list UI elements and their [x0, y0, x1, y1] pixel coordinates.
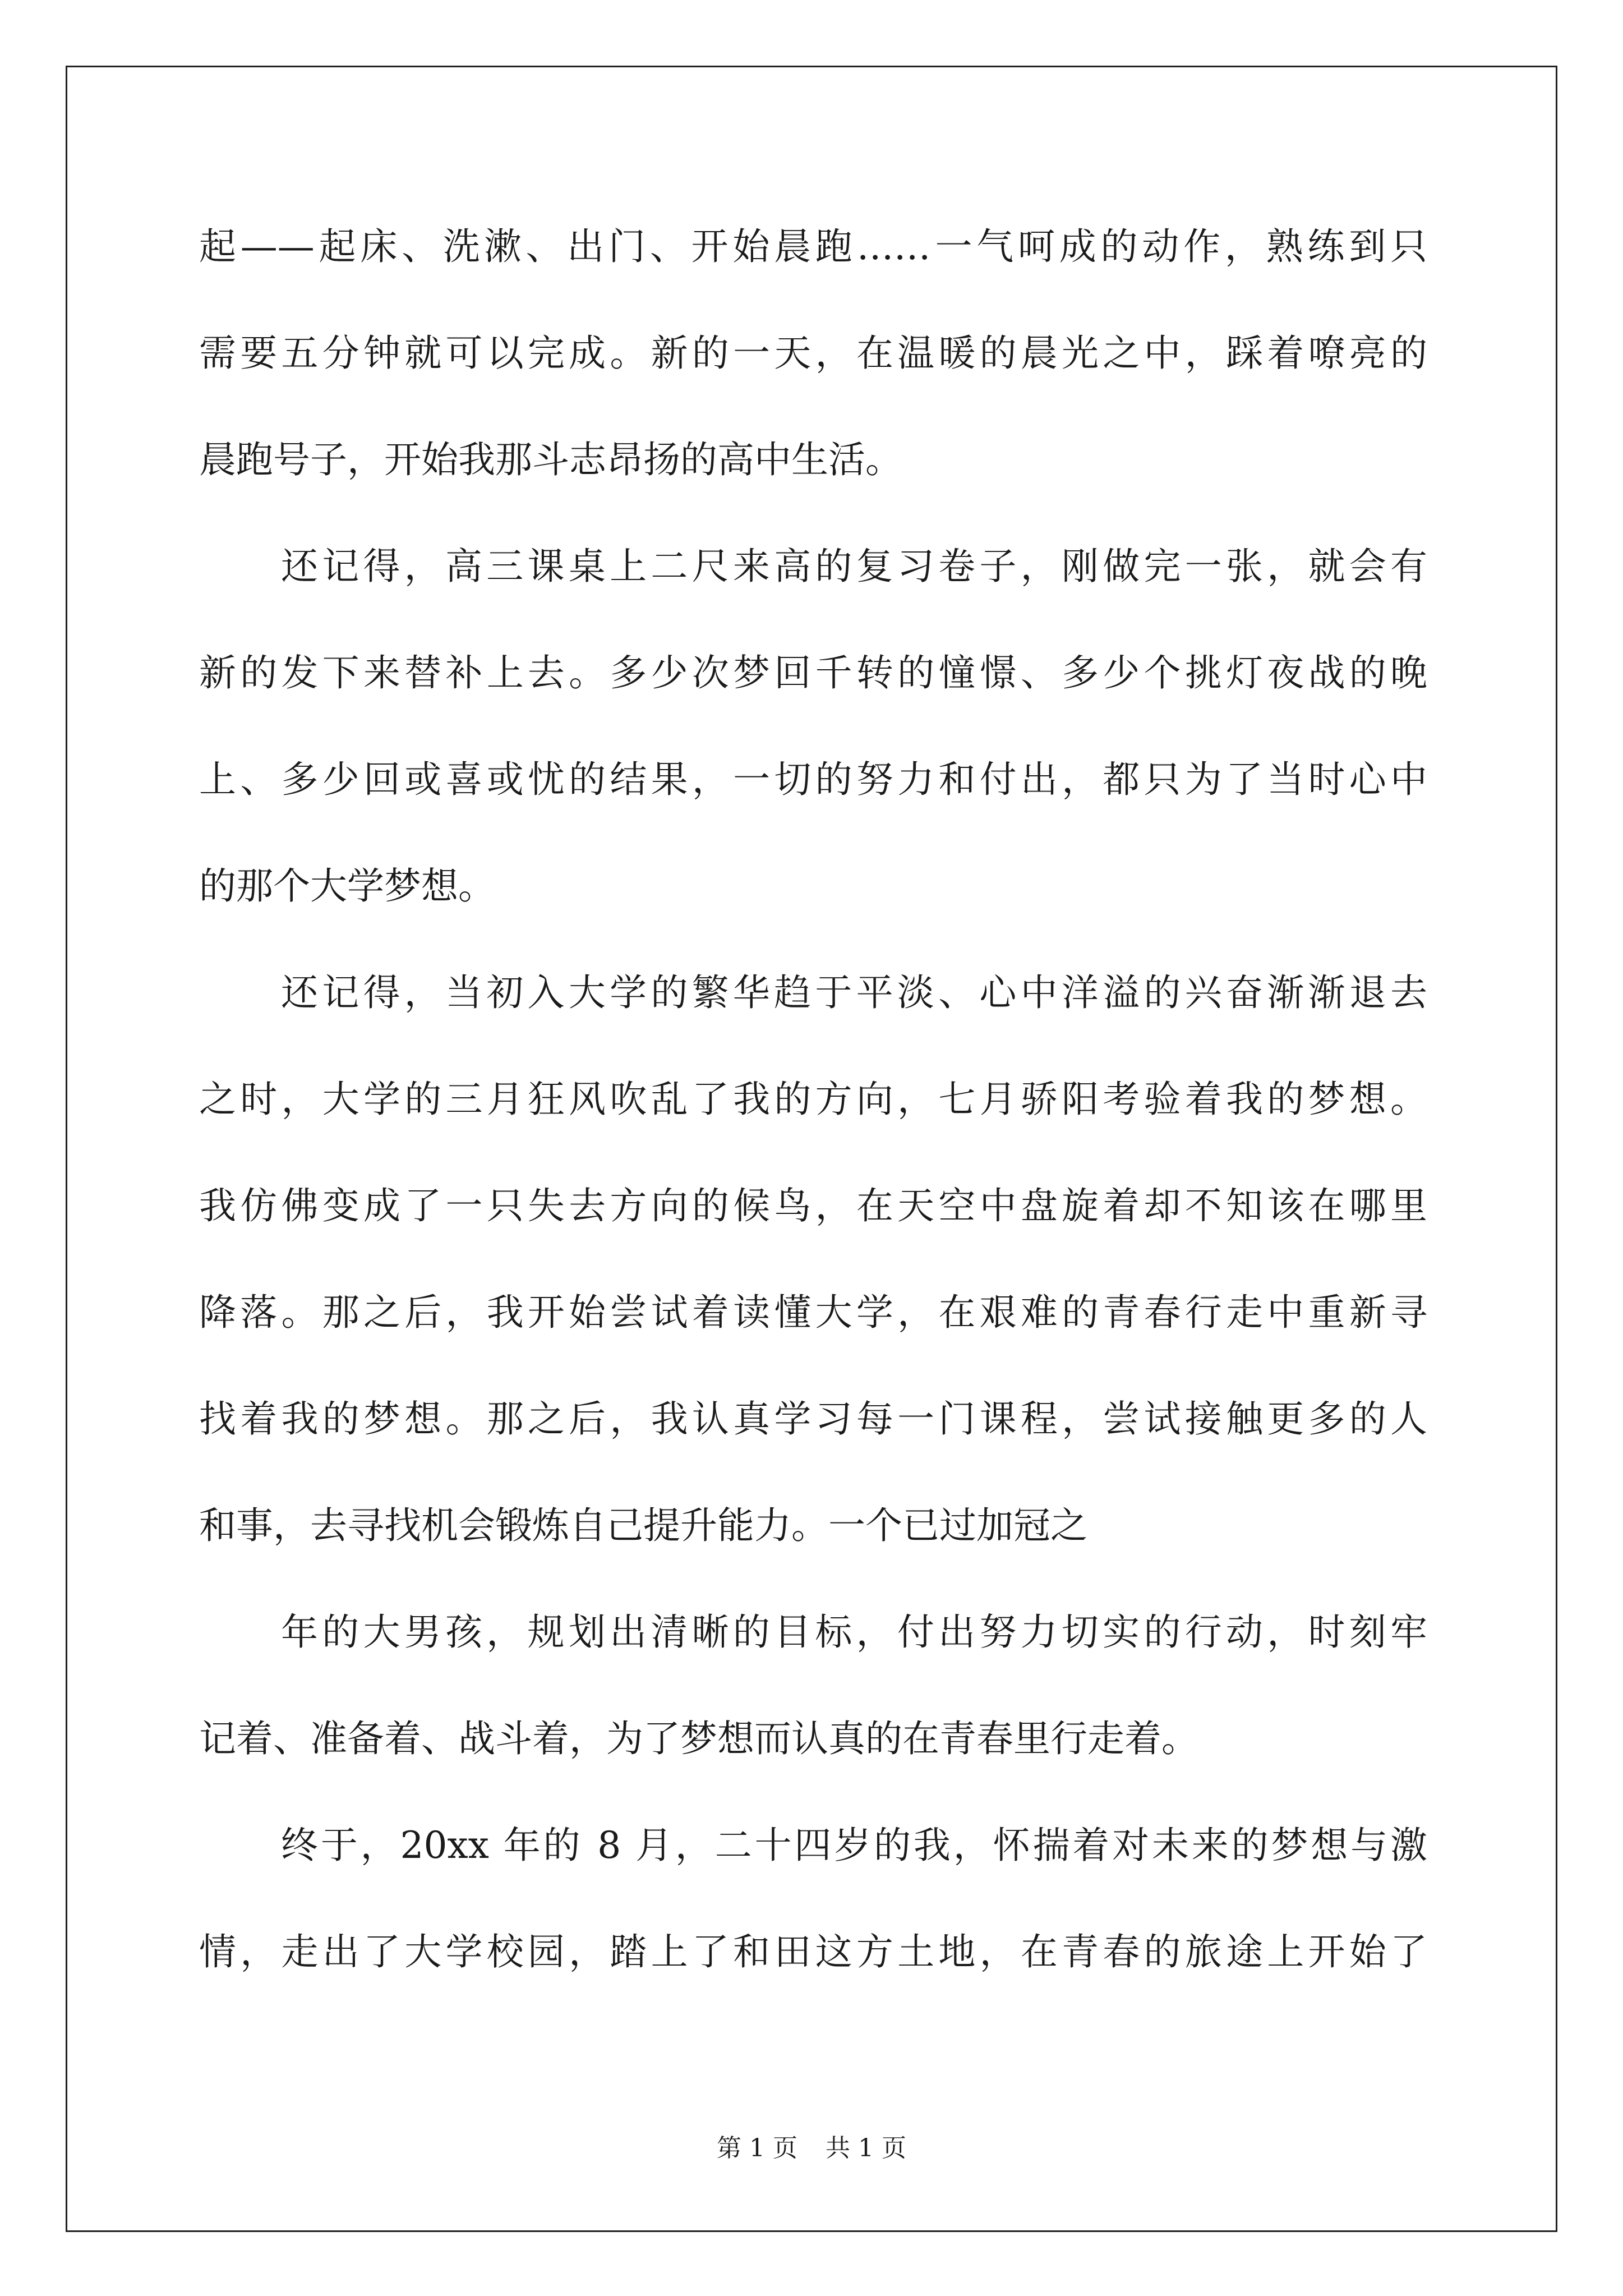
text-line: 还记得，当初入大学的繁华趋于平淡、心中洋溢的兴奋渐渐退去 — [281, 971, 1427, 1014]
text-line: 起——起床、洗漱、出门、开始晨跑……一气呵成的动作，熟练到只 — [199, 225, 1427, 268]
text-line: 还记得，高三课桌上二尺来高的复习卷子，刚做完一张，就会有 — [281, 545, 1427, 588]
page-total: 共 1 页 — [826, 2134, 906, 2162]
text-line: 之时，大学的三月狂风吹乱了我的方向，七月骄阳考验着我的梦想。 — [199, 1078, 1427, 1121]
text-line: 需要五分钟就可以完成。新的一天，在温暖的晨光之中，踩着嘹亮的 — [199, 332, 1427, 375]
text-line: 和事，去寻找机会锻炼自己提升能力。一个已过加冠之 — [199, 1504, 1087, 1547]
page-number: 第 1 页 — [717, 2134, 797, 2162]
page-footer — [0, 2132, 1623, 2165]
text-line: 年的大男孩，规划出清晰的目标，付出努力切实的行动，时刻牢 — [281, 1611, 1427, 1654]
text-line: 找着我的梦想。那之后，我认真学习每一门课程，尝试接触更多的人 — [199, 1397, 1427, 1441]
text-line: 上、多少回或喜或忧的结果，一切的努力和付出，都只为了当时心中 — [199, 758, 1427, 801]
text-line: 新的发下来替补上去。多少次梦回千转的憧憬、多少个挑灯夜战的晚 — [199, 651, 1427, 694]
text-line: 情，走出了大学校园，踏上了和田这方土地，在青春的旅途上开始了 — [199, 1930, 1427, 1973]
text-line: 我仿佛变成了一只失去方向的候鸟，在天空中盘旋着却不知该在哪里 — [199, 1184, 1427, 1227]
text-line: 记着、准备着、战斗着，为了梦想而认真的在青春里行走着。 — [199, 1717, 1198, 1760]
page-frame — [66, 66, 1557, 2232]
text-line: 晨跑号子，开始我那斗志昂扬的高中生活。 — [199, 438, 902, 481]
text-line: 终于，20xx 年的 8 月，二十四岁的我，怀揣着对未来的梦想与激 — [281, 1824, 1427, 1867]
text-line: 的那个大学梦想。 — [199, 864, 495, 908]
text-line: 降落。那之后，我开始尝试着读懂大学，在艰难的青春行走中重新寻 — [199, 1291, 1427, 1334]
